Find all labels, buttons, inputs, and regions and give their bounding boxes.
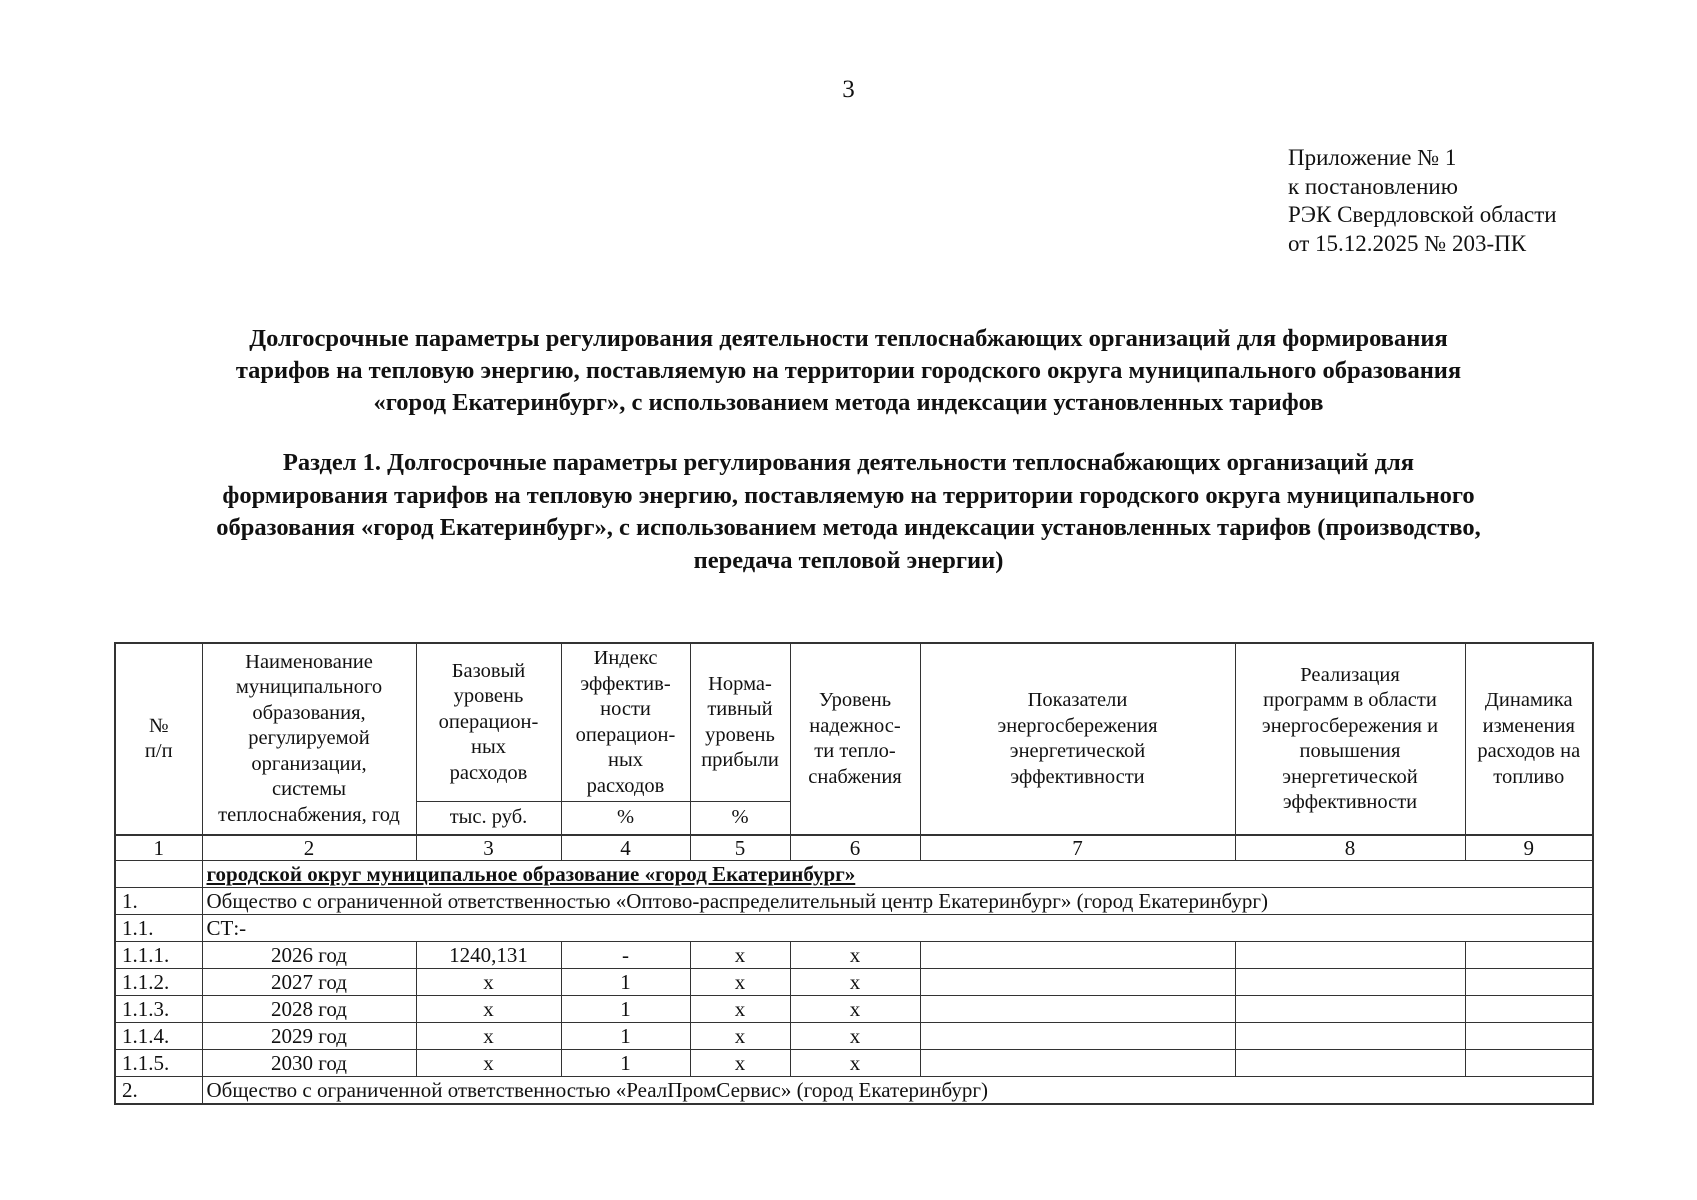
base-expenses-cell: х: [416, 969, 561, 996]
table-row: [115, 1023, 1593, 1050]
table-row: [115, 942, 1593, 969]
system-name: СТ:-: [202, 915, 1593, 942]
title-line: Долгосрочные параметры регулирования деятельности теплоснабжающих организаций для формирования: [249, 325, 1448, 352]
energy-saving-cell: [920, 1050, 1235, 1077]
annex-line: РЭК Свердловской области: [1288, 202, 1557, 227]
header-name: Наименование муниципального образования, регулируемой организации, системы теплоснабжения, год: [202, 643, 416, 835]
energy-saving-cell: [920, 996, 1235, 1023]
profit-level-cell: х: [690, 1050, 790, 1077]
column-number: 3: [416, 835, 561, 861]
reliability-cell: х: [790, 1050, 920, 1077]
section-line: Раздел 1. Долгосрочные параметры регулирования деятельности теплоснабжающих организаций для: [282, 449, 1415, 476]
annex-block: [1288, 144, 1557, 258]
region-row: [115, 861, 1593, 888]
row-number: 2.: [115, 1077, 202, 1105]
header-efficiency-index: Индекс эффектив- ности операцион- ных расходов: [561, 643, 690, 802]
energy-saving-cell: [920, 942, 1235, 969]
base-expenses-cell: х: [416, 996, 561, 1023]
organization-row: [115, 1077, 1593, 1105]
reliability-cell: х: [790, 1023, 920, 1050]
row-number: 1.1.2.: [115, 969, 202, 996]
year-cell: 2026 год: [202, 942, 416, 969]
organization-name: Общество с ограниченной ответственностью «РеалПромСервис» (город Екатеринбург): [202, 1077, 1593, 1105]
annex-line: от 15.12.2025 № 203-ПК: [1288, 230, 1527, 256]
efficiency-index-cell: 1: [561, 996, 690, 1023]
fuel-dynamics-cell: [1465, 1023, 1593, 1050]
base-expenses-cell: х: [416, 1023, 561, 1050]
column-number: 8: [1235, 835, 1465, 861]
title-line: тарифов на тепловую энергию, поставляемую на территории городского округа муниципального образования: [235, 357, 1462, 384]
organization-row: [115, 888, 1593, 915]
header-programs: Реализация программ в области энергосбережения и повышения энергетической эффективности: [1235, 643, 1465, 835]
section-title: [108, 447, 1589, 577]
efficiency-index-cell: 1: [561, 1023, 690, 1050]
region-label: городской округ муниципальное образование «город Екатеринбург»: [206, 862, 856, 886]
year-cell: 2030 год: [202, 1050, 416, 1077]
year-cell: 2028 год: [202, 996, 416, 1023]
reliability-cell: х: [790, 996, 920, 1023]
header-profit-level: Норма- тивный уровень прибыли: [690, 643, 790, 802]
column-number: 1: [115, 835, 202, 861]
profit-level-cell: х: [690, 969, 790, 996]
parameters-table: [114, 642, 1594, 1105]
fuel-dynamics-cell: [1465, 996, 1593, 1023]
base-expenses-cell: х: [416, 1050, 561, 1077]
profit-level-cell: х: [690, 996, 790, 1023]
row-number: 1.: [115, 888, 202, 915]
year-cell: 2029 год: [202, 1023, 416, 1050]
fuel-dynamics-cell: [1465, 969, 1593, 996]
table-row: [115, 996, 1593, 1023]
annex-line: Приложение № 1: [1288, 145, 1457, 170]
organization-name: Общество с ограниченной ответственностью «Оптово-распределительный центр Екатеринбург» (город Екатеринбург): [202, 888, 1593, 915]
programs-cell: [1235, 1050, 1465, 1077]
profit-level-cell: х: [690, 1023, 790, 1050]
energy-saving-cell: [920, 1023, 1235, 1050]
unit-percent: %: [561, 802, 690, 836]
efficiency-index-cell: 1: [561, 1050, 690, 1077]
programs-cell: [1235, 969, 1465, 996]
efficiency-index-cell: 1: [561, 969, 690, 996]
column-number: 4: [561, 835, 690, 861]
column-number: 2: [202, 835, 416, 861]
row-number: 1.1.3.: [115, 996, 202, 1023]
programs-cell: [1235, 996, 1465, 1023]
reliability-cell: х: [790, 969, 920, 996]
header-reliability: Уровень надежнос- ти тепло- снабжения: [790, 643, 920, 835]
efficiency-index-cell: -: [561, 942, 690, 969]
table-row: [115, 1050, 1593, 1077]
base-expenses-cell: 1240,131: [416, 942, 561, 969]
column-number-row: [115, 835, 1593, 861]
header-fuel-dynamics: Динамика изменения расходов на топливо: [1465, 643, 1593, 835]
annex-line: к постановлению: [1288, 173, 1458, 199]
header-number: № п/п: [115, 643, 202, 835]
column-number: 7: [920, 835, 1235, 861]
document-title: [110, 323, 1587, 419]
row-number: 1.1.5.: [115, 1050, 202, 1077]
section-line: формирования тарифов на тепловую энергию, поставляемую на территории городского округа муниципального: [222, 481, 1475, 509]
row-number: 1.1.: [115, 915, 202, 942]
programs-cell: [1235, 942, 1465, 969]
column-number: 5: [690, 835, 790, 861]
year-cell: 2027 год: [202, 969, 416, 996]
system-row: [115, 915, 1593, 942]
row-number: 1.1.1.: [115, 942, 202, 969]
title-line: «город Екатеринбург», с использованием метода индексации установленных тарифов: [373, 389, 1324, 416]
energy-saving-cell: [920, 969, 1235, 996]
unit-thousand-rub: тыс. руб.: [416, 802, 561, 836]
section-line: образования «город Екатеринбург», с использованием метода индексации установленных тарифов (производство,: [216, 514, 1481, 541]
header-base-expenses: Базовый уровень операцион- ных расходов: [416, 643, 561, 802]
header-energy-saving: Показатели энергосбережения энергетической эффективности: [920, 643, 1235, 835]
column-number: 9: [1465, 835, 1593, 861]
page-number: 3: [842, 76, 855, 103]
fuel-dynamics-cell: [1465, 942, 1593, 969]
fuel-dynamics-cell: [1465, 1050, 1593, 1077]
programs-cell: [1235, 1023, 1465, 1050]
row-number: 1.1.4.: [115, 1023, 202, 1050]
column-number: 6: [790, 835, 920, 861]
section-line: передача тепловой энергии): [693, 546, 1004, 574]
table-row: [115, 969, 1593, 996]
unit-percent: %: [690, 802, 790, 836]
reliability-cell: х: [790, 942, 920, 969]
profit-level-cell: х: [690, 942, 790, 969]
